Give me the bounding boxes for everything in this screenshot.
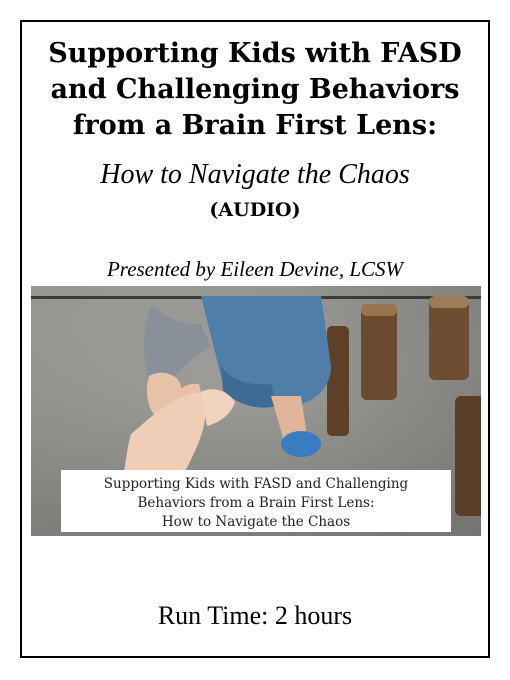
cover-title <box>22 36 488 144</box>
photo-caption <box>61 470 451 532</box>
photo-caption-line-1: Supporting Kids with FASD and Challenging <box>103 476 409 492</box>
photo-caption-line-3: How to Navigate the Chaos <box>161 514 351 530</box>
wooden-post <box>327 326 349 436</box>
title-line-2: and Challenging Behaviors <box>50 74 460 105</box>
presenter-line: Presented by Eileen Devine, LCSW <box>106 257 404 281</box>
cover-subtitle: How to Navigate the Chaos <box>100 159 410 190</box>
cover-photo <box>31 286 481 536</box>
title-line-3: from a Brain First Lens: <box>72 110 438 141</box>
child-shoe <box>281 431 321 457</box>
run-time: Run Time: 2 hours <box>157 601 353 630</box>
wooden-post <box>361 304 397 400</box>
format-label: (AUDIO) <box>209 199 301 221</box>
photo-caption-line-2: Behaviors from a Brain First Lens: <box>137 495 375 511</box>
wooden-post <box>429 296 469 380</box>
wooden-post <box>455 396 481 516</box>
title-line-1: Supporting Kids with FASD <box>48 38 462 69</box>
book-cover <box>20 20 490 658</box>
